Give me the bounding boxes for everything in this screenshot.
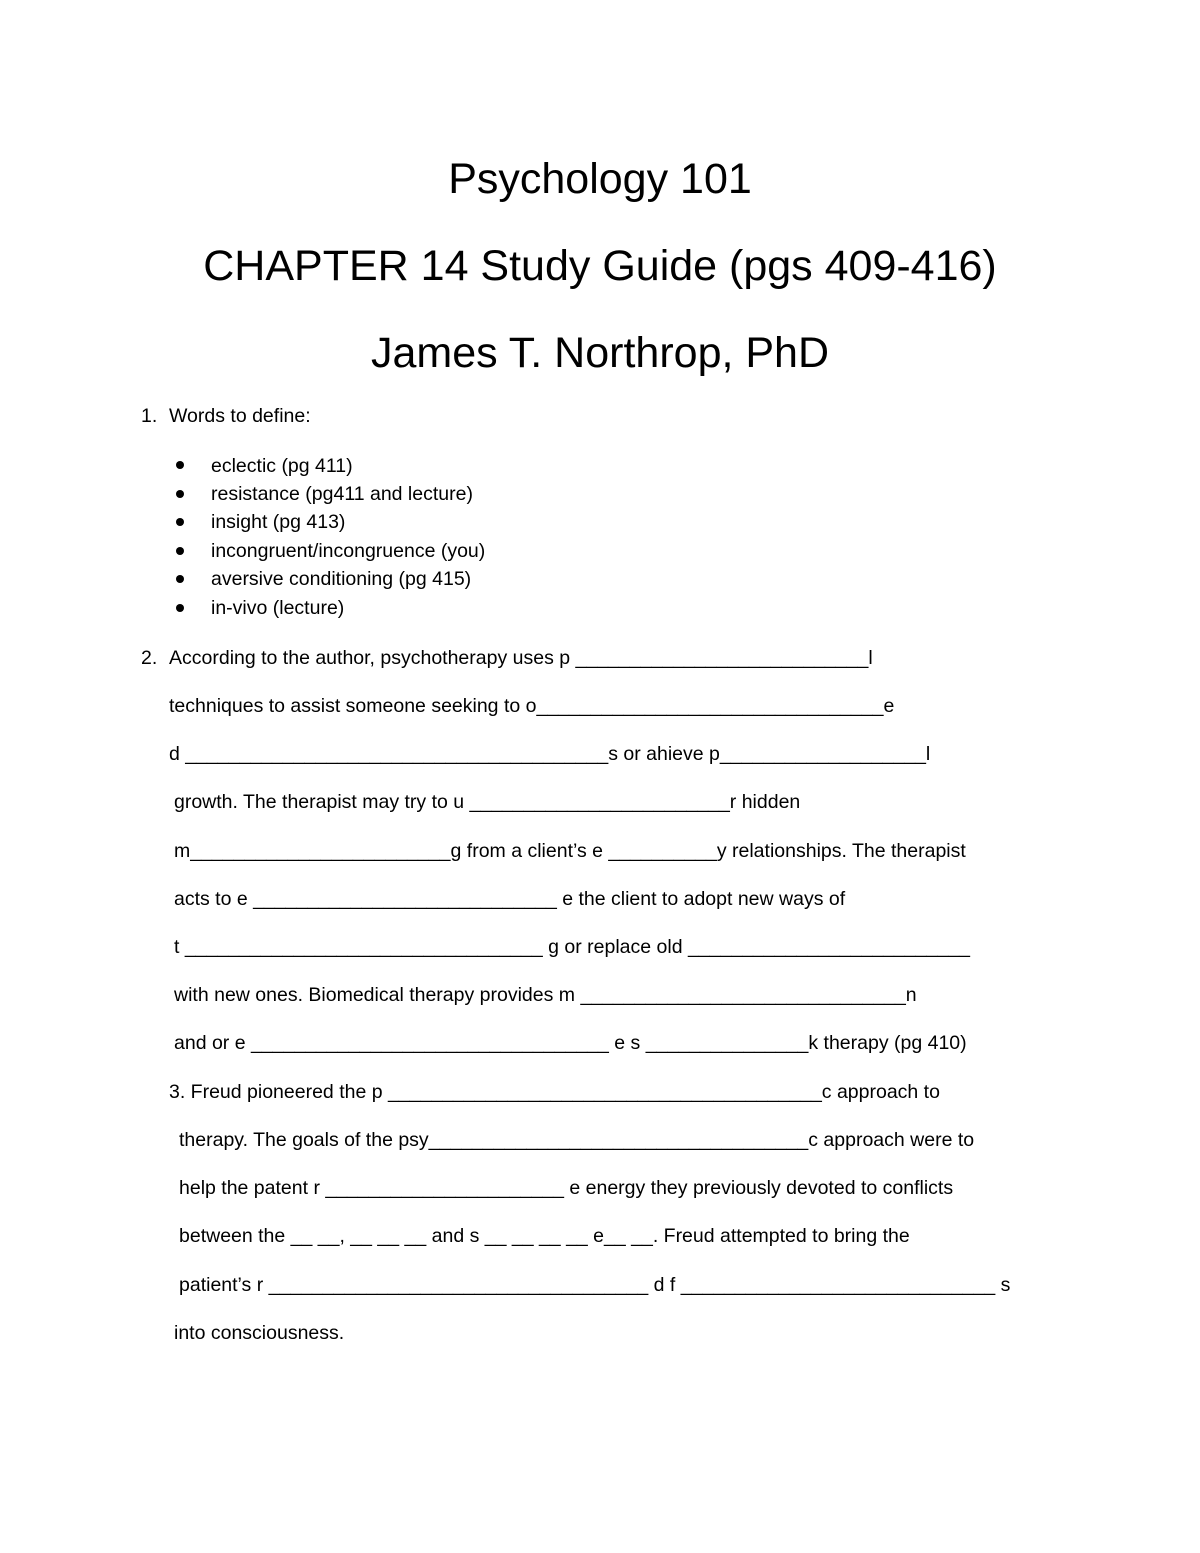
- bullet-icon: [176, 547, 184, 555]
- question-3-line: into consciousness.: [174, 1322, 345, 1344]
- list-item: eclectic (pg 411): [211, 455, 353, 477]
- chapter-title: CHAPTER 14 Study Guide (pgs 409-416): [203, 242, 997, 290]
- question-2-line: and or e _________________________________ e s _______________k therapy (pg 410): [174, 1032, 967, 1054]
- author-name: James T. Northrop, PhD: [370, 329, 830, 377]
- list-item: insight (pg 413): [211, 511, 346, 533]
- question-2-line: d _______________________________________s or ahieve p___________________l: [169, 743, 931, 765]
- course-title: Psychology 101: [448, 155, 752, 203]
- question-2-number: 2.: [141, 647, 158, 669]
- bullet-icon: [176, 490, 184, 498]
- question-2-line: growth. The therapist may try to u ________________________r hidden: [174, 791, 801, 813]
- question-3-line: between the __ __, __ __ __ and s __ __ __ __ e__ __. Freud attempted to bring the: [179, 1225, 910, 1247]
- question-2-line: with new ones. Biomedical therapy provides m ______________________________n: [174, 984, 917, 1006]
- bullet-icon: [176, 518, 184, 526]
- list-item: aversive conditioning (pg 415): [211, 568, 472, 590]
- bullet-icon: [176, 461, 184, 469]
- question-2-line: acts to e ____________________________ e the client to adopt new ways of: [174, 888, 846, 910]
- list-item: in-vivo (lecture): [211, 597, 345, 619]
- bullet-icon: [176, 575, 184, 583]
- question-3-line: 3. Freud pioneered the p ________________________________________c approach to: [169, 1081, 940, 1103]
- question-1-prompt: Words to define:: [169, 405, 311, 427]
- question-2-line: According to the author, psychotherapy uses p ___________________________l: [169, 647, 873, 669]
- question-3-line: therapy. The goals of the psy___________________________________c approach were to: [179, 1129, 975, 1151]
- question-3-line: patient’s r ___________________________________ d f _____________________________ s: [179, 1274, 1011, 1296]
- list-item: incongruent/incongruence (you): [211, 540, 486, 562]
- list-item: resistance (pg411 and lecture): [211, 483, 473, 505]
- question-3-line: help the patent r ______________________ e energy they previously devoted to conflicts: [179, 1177, 954, 1199]
- question-2-line: t _________________________________ g or replace old __________________________: [174, 936, 970, 958]
- bullet-icon: [176, 604, 184, 612]
- question-2-line: m________________________g from a client’s e __________y relationships. The therapist: [174, 840, 966, 862]
- question-2-line: techniques to assist someone seeking to o________________________________e: [169, 695, 895, 717]
- question-1-number: 1.: [141, 405, 158, 427]
